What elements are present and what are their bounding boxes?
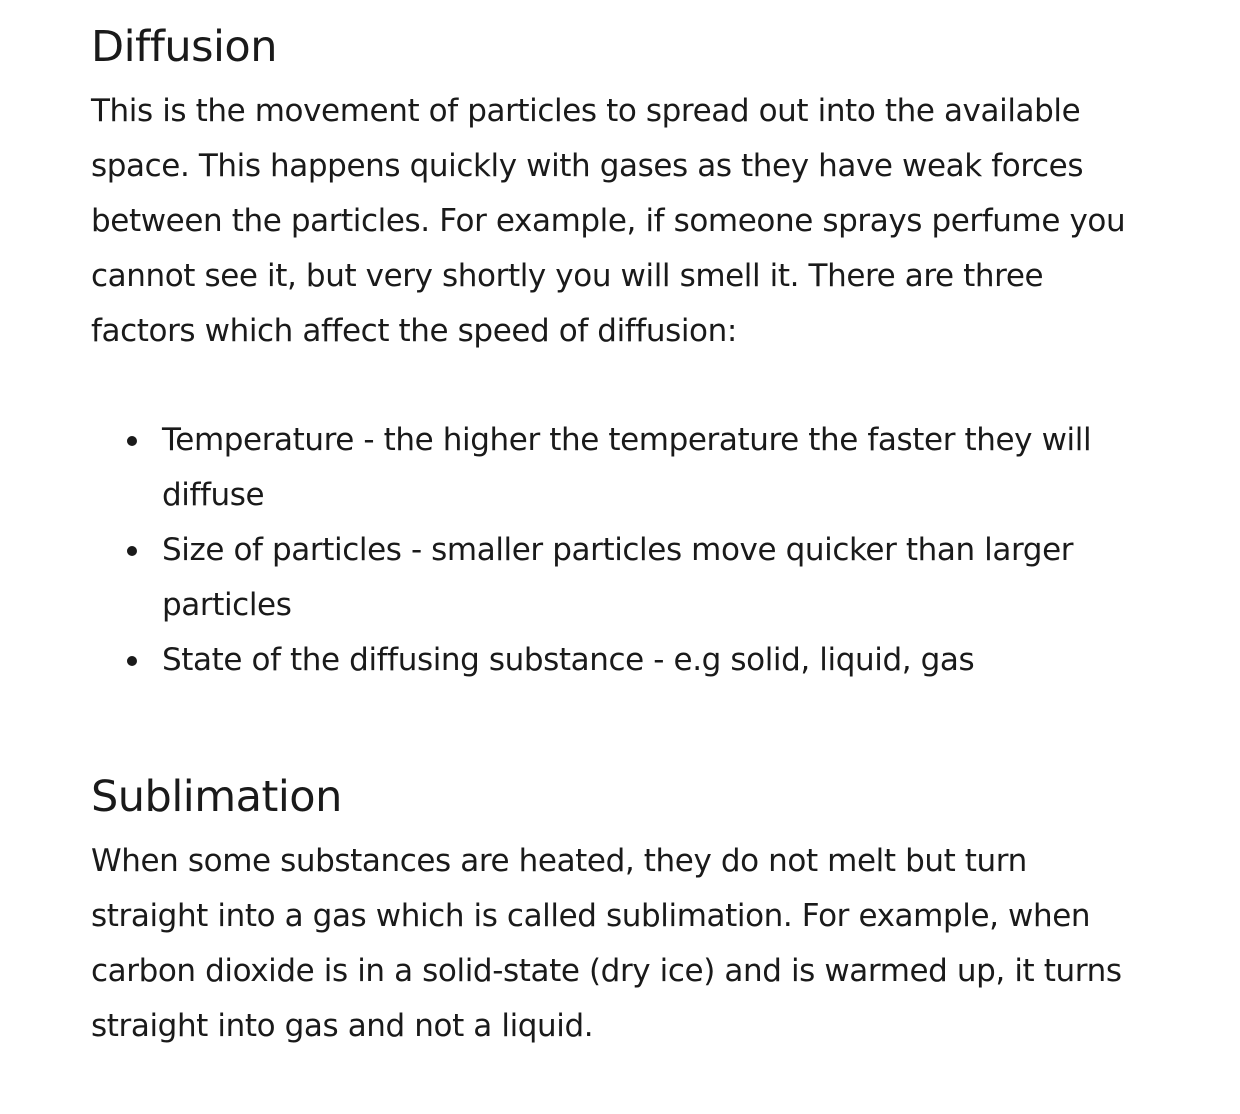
list-item <box>91 633 1151 688</box>
list-item-text: Temperature - the higher the temperature the faster they will diffuse <box>162 422 1092 513</box>
diffusion-paragraph: This is the movement of particles to spread out into the available space. This happens quickly with gases as they have weak forces between the particles. For example, if someone sprays perfume you cannot see it, but very shortly you will smell it. There are three factors which affect the speed of diffusion: <box>91 93 1126 349</box>
list-item <box>91 523 1151 633</box>
sublimation-section <box>91 764 1151 1054</box>
diffusion-section <box>91 14 1151 688</box>
article-content <box>91 14 1151 1054</box>
list-item-text: State of the diffusing substance - e.g solid, liquid, gas <box>162 642 975 678</box>
diffusion-heading: Diffusion <box>91 22 277 72</box>
list-item <box>91 413 1151 523</box>
sublimation-heading: Sublimation <box>91 772 342 822</box>
bullet-icon <box>127 546 137 556</box>
list-item-text: Size of particles - smaller particles move quicker than larger particles <box>162 532 1074 623</box>
bullet-icon <box>127 436 137 446</box>
sublimation-paragraph: When some substances are heated, they do not melt but turn straight into a gas which is called sublimation. For example, when carbon dioxide is in a solid-state (dry ice) and is warmed up, it turns straight into gas and not a liquid. <box>91 843 1122 1044</box>
diffusion-factors-list <box>91 413 1151 688</box>
bullet-icon <box>127 656 137 666</box>
